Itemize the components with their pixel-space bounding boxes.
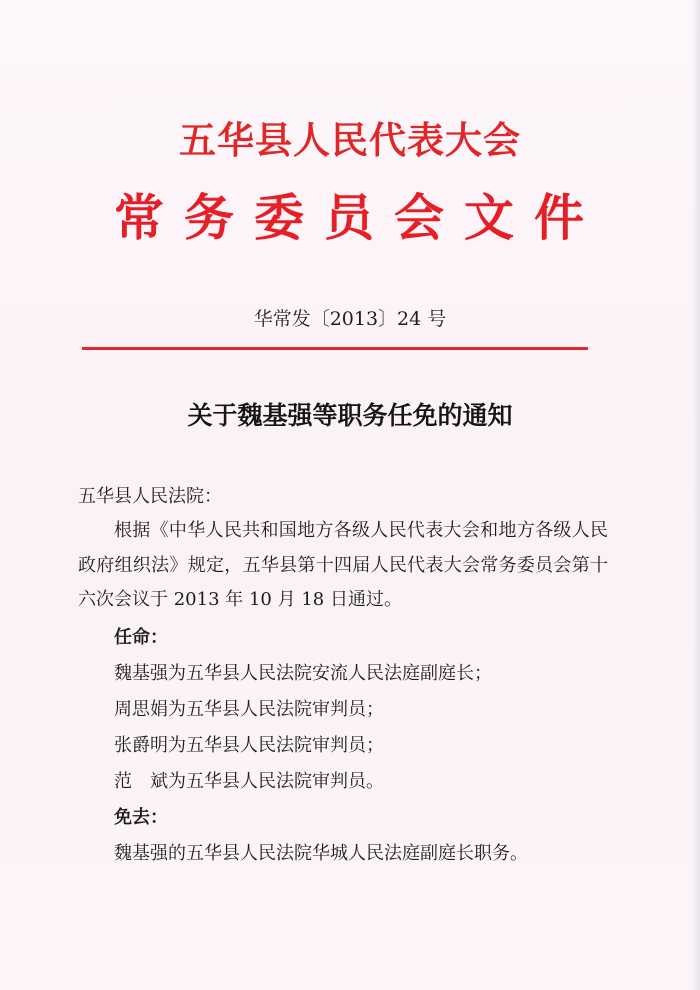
basis-paragraph: 根据《中华人民共和国地方各级人民代表大会和地方各级人民政府组织法》规定，五华县第十四届人民代表大会常务委员会第十六次会议于 2013 年 10 月 18 日通过。 — [78, 520, 608, 610]
red-divider-line — [82, 347, 588, 350]
document-number: 华常发〔2013〕24 号 — [253, 308, 447, 330]
appoint-heading: 任命： — [114, 626, 168, 648]
remove-heading: 免去： — [114, 806, 168, 828]
addressee: 五华县人民法院： — [78, 486, 222, 507]
appointment-item: 张爵明为五华县人民法院审判员； — [114, 734, 384, 756]
removal-item: 魏基强的五华县人民法院华城人民法庭副庭长职务。 — [114, 842, 528, 864]
appointment-item: 范 斌为五华县人民法院审判员。 — [114, 770, 384, 792]
page-edge-shadow — [692, 0, 700, 990]
appointment-item: 魏基强为五华县人民法院安流人民法庭副庭长； — [114, 662, 492, 684]
appointment-item: 周思娟为五华县人民法院审判员； — [114, 698, 384, 720]
notice-title: 关于魏基强等职务任免的通知 — [187, 401, 513, 430]
issuing-organization: 五华县人民代表大会 — [179, 118, 521, 162]
notice-body — [78, 480, 608, 872]
document-type-heading: 常务委员会文件 — [114, 188, 604, 247]
